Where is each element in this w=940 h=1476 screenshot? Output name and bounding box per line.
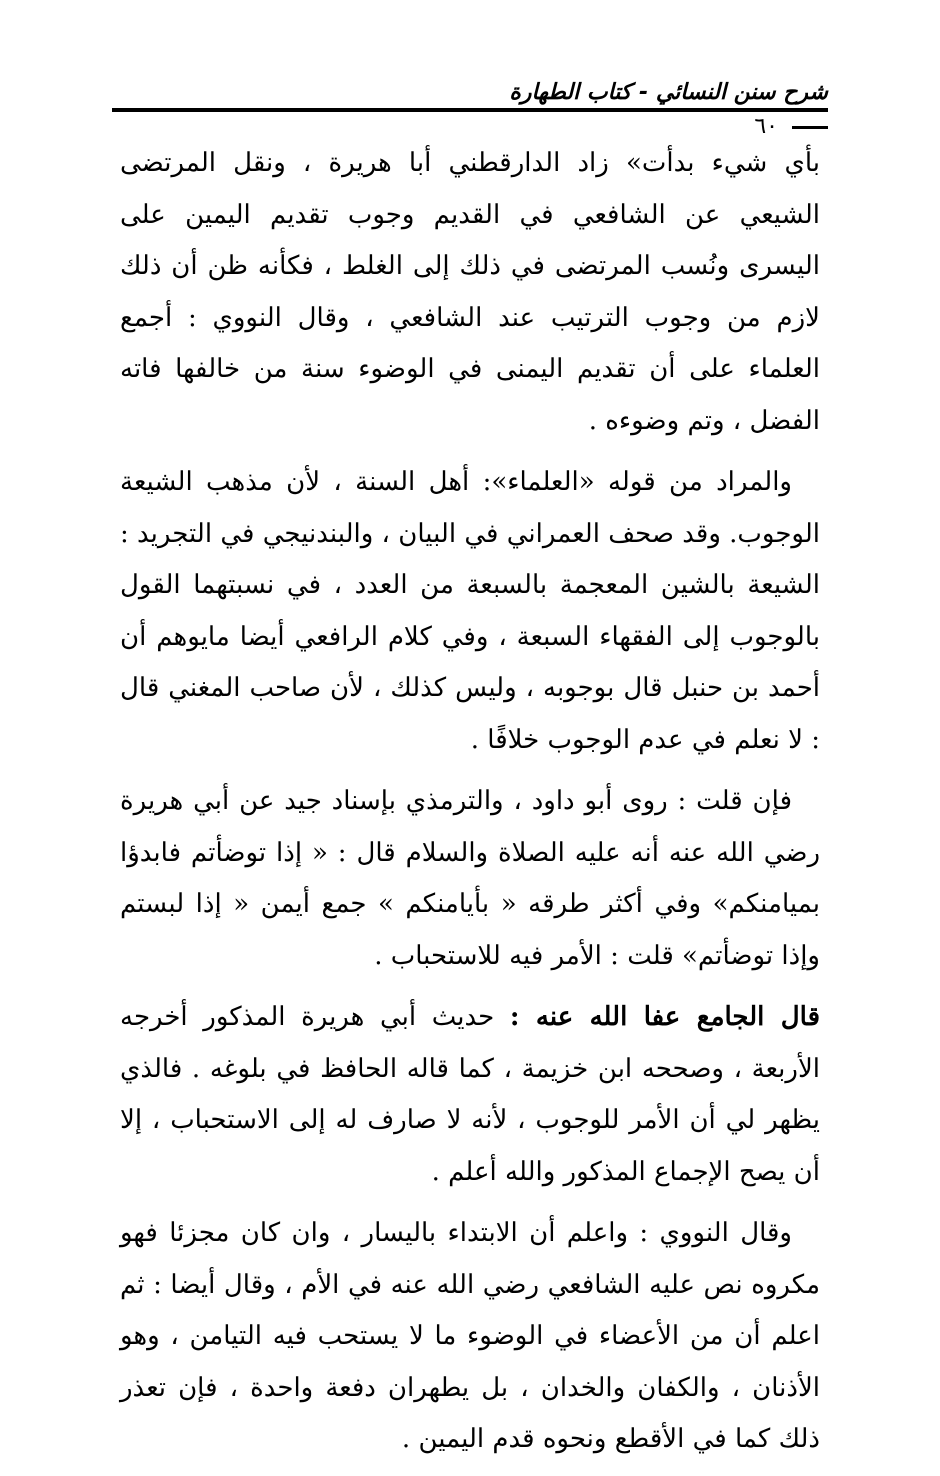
paragraph-1-text: بأي شيء بدأت» زاد الدارقطني أبا هريرة ، ونقل المرتضى الشيعي عن الشافعي في القديم وجوب تقديم اليمين على اليسرى ونُسب المرتضى في ذلك إلى الغلط ، فكأنه ظن أن ذلك لازم من وجوب الترتيب عند الشافعي ، وقال النووي : أجمع العلماء على أن تقديم اليمنى في الوضوء سنة من خالفها فاته الفضل ، وتم وضوءه . xyxy=(120,148,820,436)
paragraph-2-text: والمراد من قوله «العلماء»: أهل السنة ، لأن مذهب الشيعة الوجوب. وقد صحف العمراني في البيان ، والبندنيجي في التجريد : الشيعة بالشين المعجمة بالسبعة من العدد ، في نسبتهما القول بالوجوب إلى الفقهاء السبعة ، وفي كلام الرافعي أيضا مايوهم أن أحمد بن حنبل قال بوجوبه ، وليس كذلك ، لأن صاحب المغني قال : لا نعلم في عدم الوجوب خلافًا . xyxy=(120,467,820,755)
body-text xyxy=(120,138,820,1476)
paragraph-3-text: فإن قلت : روى أبو داود ، والترمذي بإسناد جيد عن أبي هريرة رضي الله عنه أنه عليه الصلاة والسلام قال : « إذا توضأتم فابدؤا بميامنكم» وفي أكثر طرقه « بأيامنكم » جمع أيمن « إذا لبستم وإذا توضأتم» قلت : الأمر فيه للاستحباب . xyxy=(120,786,820,971)
paragraph-1 xyxy=(120,138,820,447)
paragraph-4 xyxy=(120,992,820,1198)
paragraph-5 xyxy=(120,1208,820,1466)
paragraph-3 xyxy=(120,776,820,982)
paragraph-4-lead: قال الجامع عفا الله عنه : xyxy=(509,1002,821,1032)
paragraph-4-text: حديث أبي هريرة المذكور أخرجه الأربعة ، وصححه ابن خزيمة ، كما قاله الحافظ في بلوغه . فالذي يظهر لي أن الأمر للوجوب ، لأنه لا صارف له إلى الاستحباب ، إلا أن يصح الإجماع المذكور والله أعلم . xyxy=(120,1002,820,1187)
running-head-title: شرح سنن النسائي - كتاب الطهارة xyxy=(509,80,828,105)
running-head xyxy=(112,68,828,108)
paragraph-2 xyxy=(120,457,820,766)
page-number-dash xyxy=(792,126,828,129)
paragraph-5-text: وقال النووي : واعلم أن الابتداء باليسار ، وان كان مجزئا فهو مكروه نص عليه الشافعي رضي الله عنه في الأم ، وقال أيضا : ثم اعلم أن من الأعضاء في الوضوء ما لا يستحب فيه التيامن ، وهو الأذنان ، والكفان والخدان ، بل يطهران دفعة واحدة ، فإن تعذر ذلك كما في الأقطع ونحوه قدم اليمين . xyxy=(120,1218,820,1454)
page-number: ٦٠ xyxy=(754,114,778,139)
